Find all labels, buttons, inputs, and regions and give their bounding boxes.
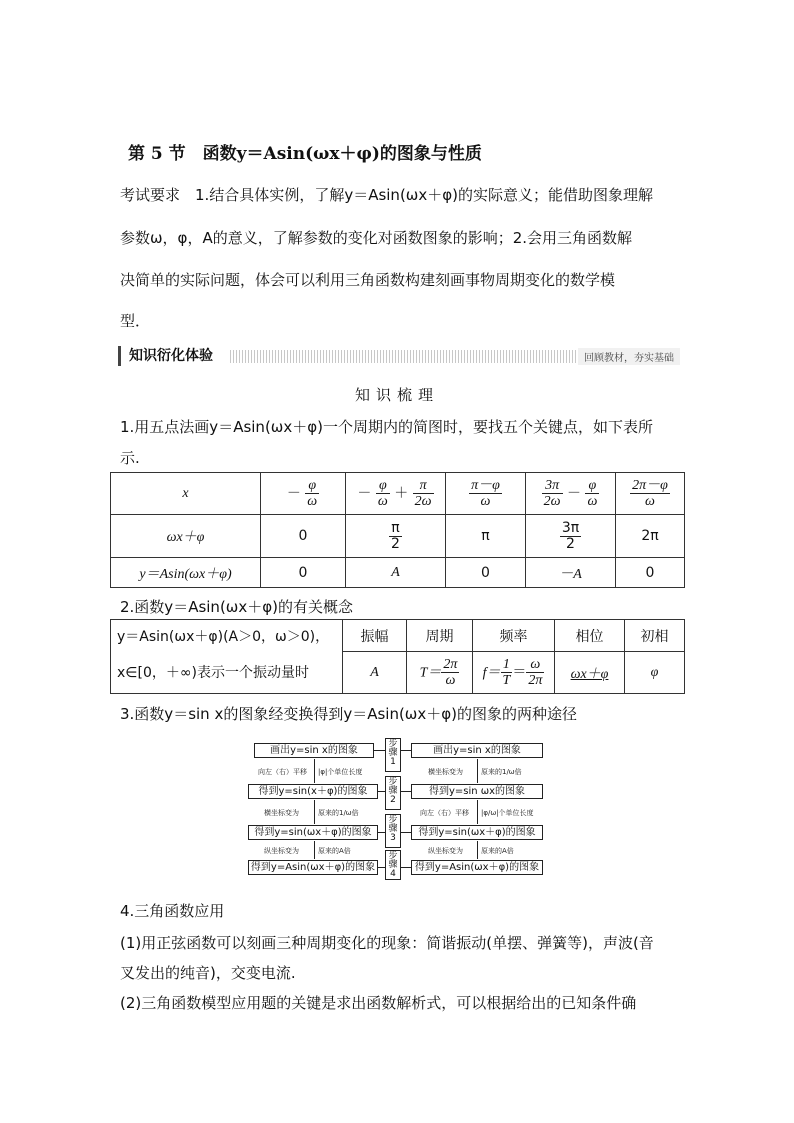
numerator: 3π: [542, 478, 563, 494]
flow-left-box: 画出y=sin x的图象: [254, 743, 374, 758]
requirements-line: 型．: [120, 312, 151, 330]
fraction: [413, 478, 434, 509]
table-cell: π: [446, 515, 526, 558]
denominator: ω: [587, 494, 598, 509]
item4-line: (2)三角函数模型应用题的关键是求出函数解析式，可以根据给出的已知条件确: [120, 994, 637, 1012]
table-header: 振幅: [343, 620, 407, 652]
flow-right-box: 得到y=sin(ωx＋φ)的图象: [411, 825, 543, 840]
table-cell: 0: [446, 558, 526, 588]
step-label: 步骤1: [385, 738, 401, 772]
fraction: [305, 478, 319, 509]
numerator: φ: [305, 478, 319, 494]
table-cell: [446, 473, 526, 515]
step-label: 步骤3: [385, 814, 401, 848]
flow-arrow: [477, 800, 478, 824]
flow-arrow: [314, 841, 315, 859]
table-cell: 0: [261, 515, 346, 558]
numerator: 2π－φ: [632, 478, 668, 493]
flow-note: |φ|个单位长度: [318, 768, 363, 776]
flow-connector: [378, 832, 385, 833]
flow-connector: [378, 867, 385, 868]
flow-note: 纵坐标变为: [428, 847, 463, 855]
denominator: ω: [645, 494, 655, 509]
flow-right-box: 画出y=sin x的图象: [411, 743, 543, 758]
denominator: 2ω: [414, 494, 432, 509]
numerator: 1: [501, 657, 513, 673]
flow-connector: [401, 832, 411, 833]
table-cell: ωx＋φ: [555, 652, 625, 694]
table-row: [111, 652, 685, 694]
denominator: ω: [480, 494, 491, 509]
fraction: [542, 478, 563, 509]
table-cell: 0: [261, 558, 346, 588]
flow-note: 向左（右）平移: [258, 768, 307, 776]
transform-flow-diagram: [248, 738, 548, 880]
numerator: φ: [585, 478, 599, 494]
denominator: T: [502, 673, 511, 688]
fraction: [389, 521, 402, 552]
flow-arrow: [314, 800, 315, 824]
flow-note: 向左（右）平移: [420, 809, 469, 817]
section-bar-tagline: 回顾教材，夯实基础: [578, 348, 680, 365]
table-row: [111, 473, 685, 515]
sign: －: [567, 485, 581, 502]
flow-left-box: 得到y=sin(ωx＋φ)的图象: [248, 825, 378, 840]
requirements-line: 决简单的实际问题，体会可以利用三角函数构建刻画事物周期变化的数学模: [120, 271, 616, 289]
item4-line: 叉发出的纯音)，交变电流.: [120, 964, 296, 982]
section-bar: [118, 346, 680, 366]
fraction: [630, 478, 670, 509]
table-cell: [261, 473, 346, 515]
table-cell: [346, 473, 446, 515]
item1-line: 1.用五点法画y＝Asin(ωx＋φ)一个周期内的简图时，要找五个关键点，如下表所: [120, 418, 653, 436]
numerator: 3π: [561, 519, 580, 536]
flow-connector: [378, 791, 385, 792]
flow-connector: [401, 791, 411, 792]
item4-heading: 4.三角函数应用: [120, 902, 225, 920]
flow-note: 横坐标变为: [264, 809, 299, 817]
numerator: π－φ: [471, 478, 500, 493]
flow-right-box: 得到y=sin ωx的图象: [411, 784, 543, 799]
table-header: 相位: [555, 620, 625, 652]
table-cell: A: [343, 652, 407, 694]
flow-arrow: [477, 759, 478, 783]
table-cell: －A: [526, 558, 616, 588]
fraction: [526, 657, 544, 688]
denominator: 2: [566, 535, 575, 552]
flow-left-box: 得到y=sin(x＋φ)的图象: [248, 784, 378, 799]
table-cell: [526, 473, 616, 515]
numerator: ω: [526, 657, 544, 673]
table-header: 周期: [407, 620, 473, 652]
fraction: [585, 478, 599, 509]
row-header-x: x: [111, 473, 261, 515]
subheading: 知识梳理: [354, 386, 439, 404]
step-label: 步骤4: [385, 850, 401, 880]
denominator: ω: [307, 494, 318, 509]
flow-connector: [401, 867, 411, 868]
numerator: 2π: [443, 657, 458, 672]
equals: ＝: [512, 664, 527, 681]
freq-label: f＝: [482, 665, 501, 681]
fraction: [501, 657, 513, 688]
flow-left-box: 得到y=Asin(ωx＋φ)的图象: [248, 860, 378, 875]
period-label: T＝: [419, 665, 442, 681]
table-row: [111, 558, 685, 588]
table-cell: A: [346, 558, 446, 588]
flow-note: 横坐标变为: [428, 768, 463, 776]
denominator: ω: [377, 494, 388, 509]
row-header-wx: ωx＋φ: [111, 515, 261, 558]
table-cell: [473, 652, 555, 694]
step-label: 步骤2: [385, 776, 401, 810]
numerator: π: [413, 478, 434, 494]
denominator: ω: [445, 673, 456, 688]
flow-connector: [374, 750, 385, 751]
table-row: [111, 620, 685, 652]
table-desc: y＝Asin(ωx＋φ)(A＞0，ω＞0)，: [111, 620, 343, 652]
table-cell: [616, 473, 685, 515]
numerator: φ: [376, 478, 390, 494]
flow-note: |φ/ω|个单位长度: [481, 809, 534, 817]
flow-note: 原来的A倍: [318, 847, 351, 855]
numerator: π: [389, 521, 402, 537]
fraction: [376, 478, 390, 509]
flow-note: 纵坐标变为: [264, 847, 299, 855]
requirements-line: 考试要求 1.结合具体实例，了解y＝Asin(ωx＋φ)的实际意义；能借助图象理解: [120, 186, 653, 204]
flow-connector: [401, 750, 411, 751]
flow-note: 原来的1/ω倍: [481, 768, 522, 776]
item4-line: (1)用正弦函数可以刻画三种周期变化的现象：简谐振动(单摆、弹簧等)，声波(音: [120, 934, 654, 952]
section-bar-label: 知识衍化体验: [118, 346, 213, 366]
item3-heading: 3.函数y＝sin x的图象经变换得到y＝Asin(ωx＋φ)的图象的两种途径: [120, 705, 577, 723]
fraction: [469, 478, 502, 509]
sign: ＋: [394, 485, 409, 502]
table-header: 频率: [473, 620, 555, 652]
table-cell: 0: [616, 558, 685, 588]
table-cell: 2π: [616, 515, 685, 558]
table-cell: φ: [625, 652, 685, 694]
concepts-table: [110, 619, 685, 694]
flow-note: 原来的A倍: [481, 847, 514, 855]
table-header: 初相: [625, 620, 685, 652]
table-row: [111, 515, 685, 558]
fraction: [441, 657, 459, 688]
flow-right-box: 得到y=Asin(ωx＋φ)的图象: [411, 860, 543, 875]
flow-arrow: [314, 759, 315, 783]
table-cell: [407, 652, 473, 694]
table-cell: [526, 515, 616, 558]
table-desc: x∈[0，＋∞)表示一个振动量时: [111, 652, 343, 694]
sign: －: [357, 485, 372, 502]
five-point-table: [110, 472, 685, 588]
row-header-y: y＝Asin(ωx＋φ): [111, 558, 261, 588]
requirements-line: 参数ω，φ，A的意义，了解参数的变化对函数图象的影响；2.会用三角函数解: [120, 229, 633, 247]
table-cell: [346, 515, 446, 558]
flow-arrow: [477, 841, 478, 859]
denominator: 2π: [528, 673, 543, 688]
item1-line: 示.: [120, 449, 140, 467]
item2-heading: 2.函数y＝Asin(ωx＋φ)的有关概念: [120, 598, 353, 616]
denominator: 2: [391, 535, 400, 552]
fraction: [560, 521, 581, 552]
flow-note: 原来的1/ω倍: [318, 809, 359, 817]
page-title: 第 5 节 函数y＝Asin(ωx＋φ)的图象与性质: [128, 144, 482, 164]
denominator: 2ω: [543, 494, 561, 509]
sign: －: [286, 485, 301, 502]
